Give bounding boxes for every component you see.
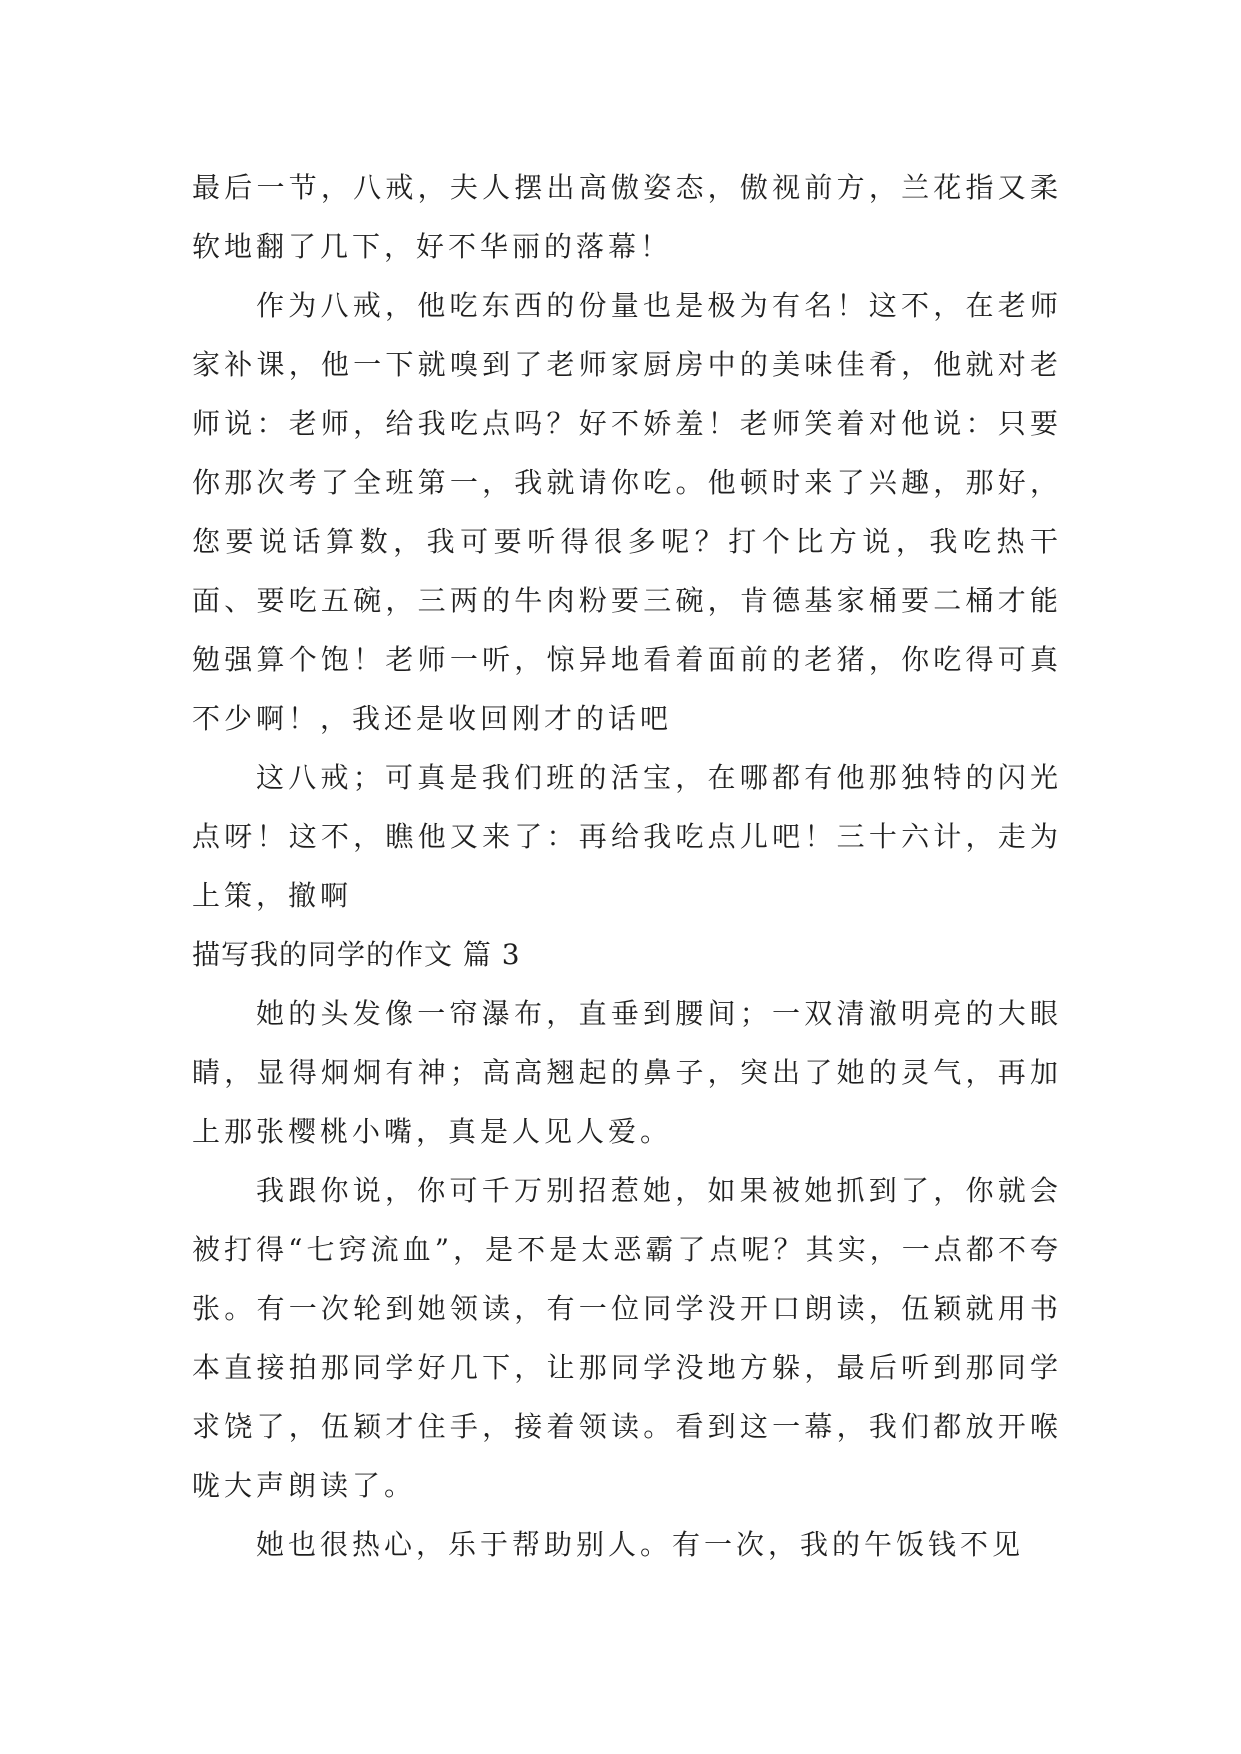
paragraph: 最后一节，八戒，夫人摆出高傲姿态，傲视前方，兰花指又柔软地翻了几下，好不华丽的落幕！ [192, 171, 1062, 263]
paragraph: 她也很热心，乐于帮助别人。有一次，我的午饭钱不见 [256, 1528, 1025, 1561]
paragraph: 她的头发像一帘瀑布，直垂到腰间；一双清澈明亮的大眼睛，显得炯炯有神；高高翘起的鼻子，突出了她的灵气，再加上那张樱桃小嘴，真是人见人爱。 [192, 997, 1062, 1148]
document-body [192, 158, 1062, 1574]
paragraph: 作为八戒，他吃东西的份量也是极为有名！这不，在老师家补课，他一下就嗅到了老师家厨房中的美味佳肴，他就对老师说：老师，给我吃点吗？好不娇羞！老师笑着对他说：只要你那次考了全班第一，我就请你吃。他顿时来了兴趣，那好，您要说话算数，我可要听得很多呢？打个比方说，我吃热干面、要吃五碗，三两的牛肉粉要三碗，肯德基家桶要二桶才能勉强算个饱！老师一听，惊异地看着面前的老猪，你吃得可真不少啊！，我还是收回刚才的话吧 [192, 289, 1062, 735]
section-heading: 描写我的同学的作文 篇 3 [192, 938, 521, 971]
paragraph: 我跟你说，你可千万别招惹她，如果被她抓到了，你就会被打得“七窍流血”，是不是太恶霸了点呢？其实，一点都不夸张。有一次轮到她领读，有一位同学没开口朗读，伍颖就用书本直接拍那同学好几下，让那同学没地方躲，最后听到那同学求饶了，伍颖才住手，接着领读。看到这一幕，我们都放开喉咙大声朗读了。 [192, 1174, 1062, 1502]
paragraph: 这八戒；可真是我们班的活宝，在哪都有他那独特的闪光点呀！这不，瞧他又来了：再给我吃点儿吧！三十六计，走为上策，撤啊 [192, 761, 1062, 912]
